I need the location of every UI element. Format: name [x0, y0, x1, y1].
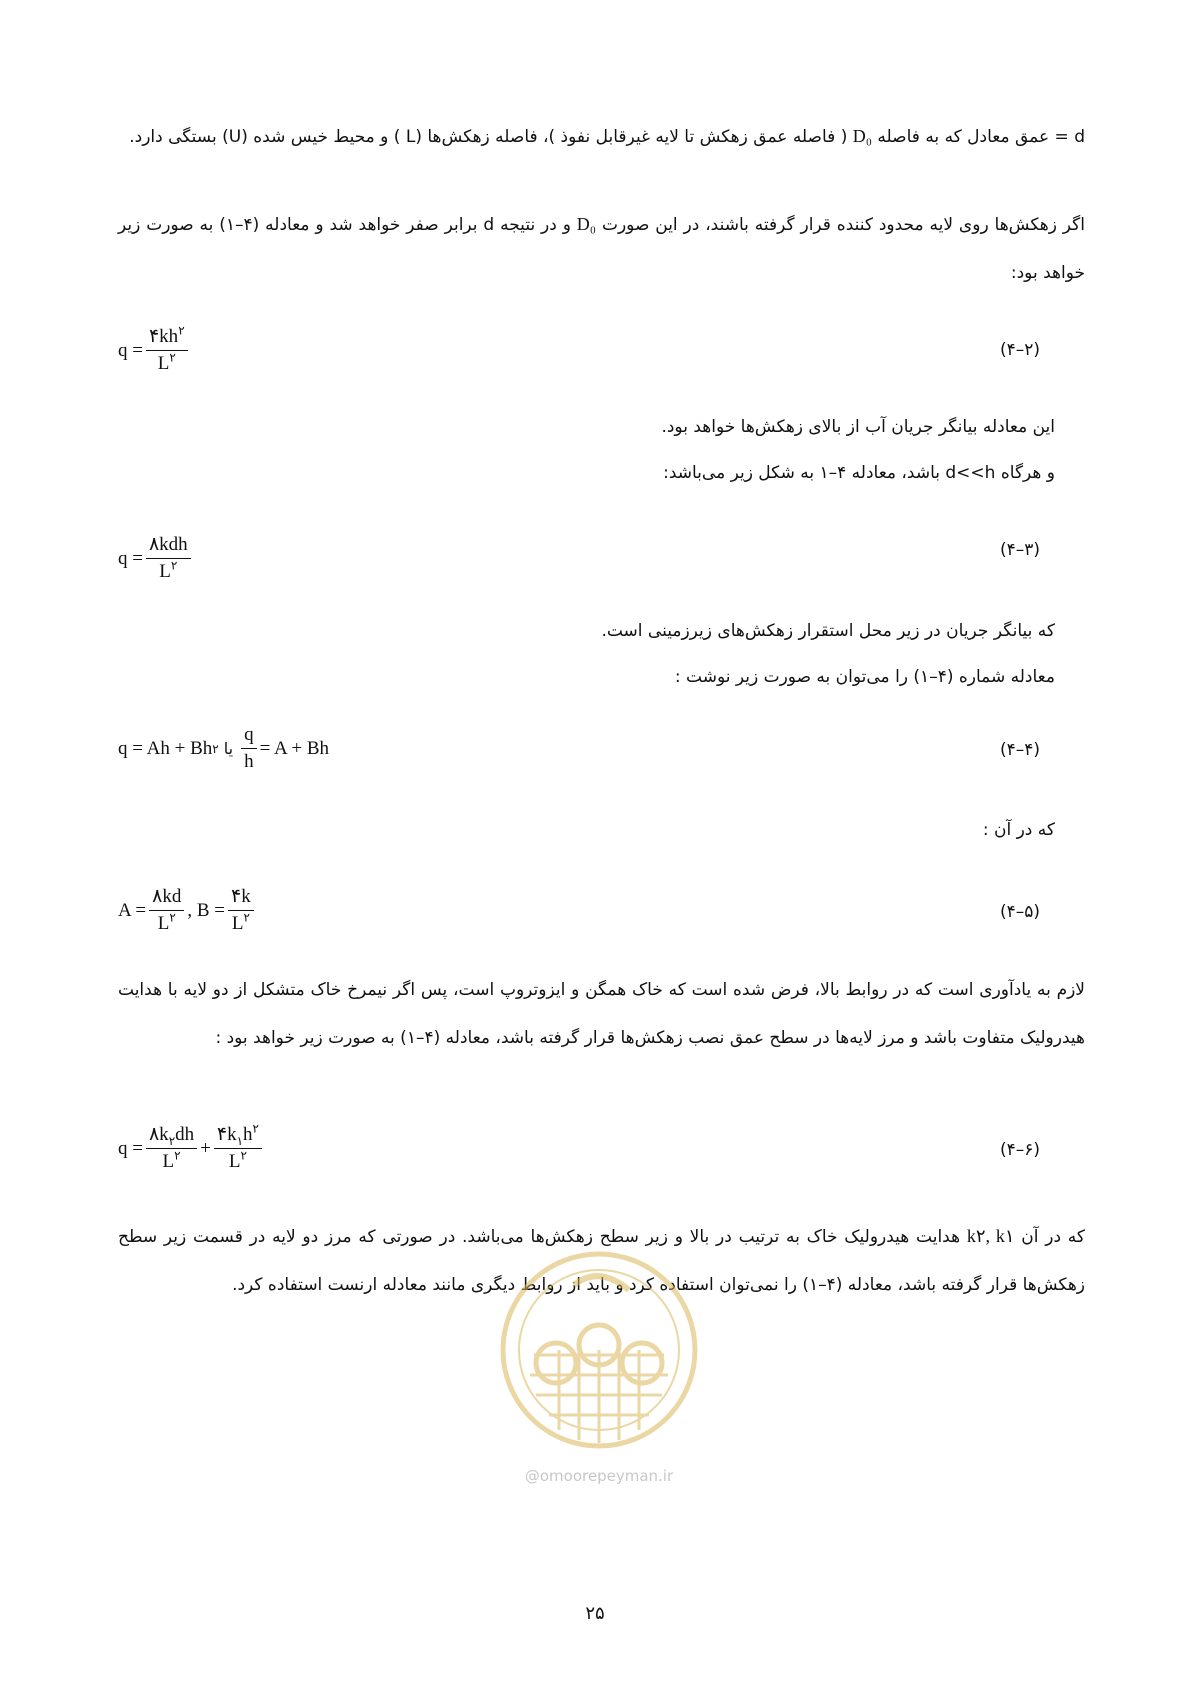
or-word: یا — [223, 739, 234, 758]
equation-4-4: q = Ah + Bh ۲ یا $\frac{q}{h}$ = A + Bh — [118, 724, 330, 772]
equation-lhs: A = — [118, 899, 147, 921]
equation-4-3 — [118, 534, 194, 583]
equation-number: (۴–۴) — [1000, 740, 1041, 760]
paragraph-equivalent-depth — [118, 112, 1085, 161]
equation-4-5 — [118, 886, 257, 935]
exponent: ۲ — [240, 1148, 247, 1163]
fraction-numerator-tail: dh — [175, 1124, 195, 1145]
paragraph-text: که در آن : — [982, 820, 1055, 840]
fraction-denominator: L — [228, 1151, 241, 1172]
d0-symbol: D₀ — [576, 214, 597, 234]
fraction-denominator: L — [159, 561, 171, 582]
subscript: ۱ — [236, 1133, 244, 1148]
subscript: ۲ — [168, 1133, 176, 1148]
paragraph-text: و در نتیجه d برابر صفر خواهد شد و معادله (۴–۱) به صورت زیر خواهد بود: — [118, 215, 1085, 283]
k-symbols: k۲, k۱ — [966, 1226, 1015, 1246]
paragraph-text: که بیانگر جریان در زیر محل استقرار زهکش‌های زیرزمینی است. — [601, 621, 1055, 641]
paragraph-text: و هرگاه d<<h باشد، معادله ۴–۱ به شکل زیر می‌باشد: — [663, 463, 1055, 483]
equation-number: (۴–۵) — [1000, 902, 1041, 922]
equation-fraction — [149, 886, 184, 935]
fraction-numerator: ۸kdh — [146, 534, 191, 559]
paragraph-text: هدایت هیدرولیک خاک به ترتیب در بالا و زیر سطح زهکش‌ها می‌باشد. در صورتی که مرز دو لایه در قسمت زیر سطح زهکش‌ها قرار گرفته باشد، معادله (۴–۱) را نمی‌توان استفاده کرد و باید از روابط دیگری مانند معادله ارنست استفاده کرد. — [118, 1227, 1085, 1295]
equation-4-6 — [118, 1121, 265, 1173]
paragraph-text: d = عمق معادل که به فاصله — [872, 127, 1085, 147]
equation-separator: , B = — [187, 899, 225, 921]
paragraph-flow-above — [118, 404, 1055, 496]
fraction-denominator: h — [244, 751, 254, 772]
equation-fraction — [146, 534, 191, 583]
paragraph-two-layer-soil — [118, 966, 1085, 1062]
fraction-numerator: q — [241, 724, 257, 749]
watermark-url: @omoorepeyman.ir — [524, 1467, 674, 1485]
equation-fraction — [214, 1121, 262, 1173]
equation-fraction — [228, 886, 254, 935]
fraction-denominator: L — [162, 1151, 175, 1172]
fraction-numerator-tail: h — [243, 1124, 253, 1145]
exponent: ۲ — [174, 1148, 181, 1163]
fraction-numerator: ۸k — [148, 1124, 169, 1145]
fraction-numerator: ۴k — [216, 1124, 237, 1145]
plus-operator: + — [200, 1137, 211, 1159]
equation-left: q = Ah + Bh — [118, 737, 213, 759]
fraction-denominator: L — [157, 913, 170, 934]
equation-number: (۴–۳) — [1000, 540, 1041, 560]
exponent: ۲ — [252, 1121, 259, 1136]
equation-fraction — [241, 724, 257, 773]
exponent: ۲ — [178, 323, 185, 338]
equation-lhs: q = — [118, 547, 143, 569]
equation-number: (۴–۲) — [1000, 340, 1041, 360]
exponent: ۲ — [243, 910, 250, 925]
equation-4-2 — [118, 323, 191, 375]
page-number: ۲۵ — [585, 1603, 605, 1624]
paragraph-text: لازم به یادآوری است که در روابط بالا، فرض شده است که خاک همگن و ایزوتروپ است، پس اگر نیمرخ خاک متشکل از دو لایه با هدایت هیدرولیک متفاوت باشد و مرز لایه‌ها در سطح عمق نصب زهکش‌ها قرار گرفته باشد، معادله (۴–۱) به صورت زیر خواهد بود : — [118, 980, 1085, 1048]
equation-lhs: q = — [118, 339, 143, 361]
equation-fraction — [146, 1124, 197, 1173]
equation-right: = A + Bh — [259, 737, 330, 759]
paragraph-where — [118, 806, 1055, 854]
paragraph-text: این معادله بیانگر جریان آب از بالای زهکش‌ها خواهد بود. — [661, 417, 1055, 437]
paragraph-text: ( فاصله عمق زهکش تا لایه غیرقابل نفوذ )، فاصله زهکش‌ها (L ) و محیط خیس شده (U) بستگی دارد. — [129, 127, 853, 147]
exponent: ۲ — [170, 558, 178, 573]
fraction-denominator: L — [157, 353, 170, 374]
paragraph-text: که در آن — [1014, 1227, 1086, 1247]
exponent: ۲ — [169, 350, 176, 365]
paragraph-text: اگر زهکش‌ها روی لایه محدود کننده قرار گرفته باشند، در این صورت — [596, 215, 1085, 235]
equation-fraction — [146, 323, 188, 375]
paragraph-limiting-layer — [118, 200, 1085, 297]
paragraph-text: معادله شماره (۴–۱) را می‌توان به صورت زیر نوشت : — [674, 667, 1055, 687]
equation-lhs: q = — [118, 1137, 143, 1159]
paragraph-flow-below — [118, 608, 1055, 700]
watermark-logo — [494, 1245, 704, 1485]
d0-symbol: D₀ — [852, 126, 873, 146]
fraction-numerator: ۸kd — [149, 886, 184, 911]
fraction-numerator: ۴kh — [148, 326, 179, 347]
fraction-denominator: L — [231, 913, 244, 934]
exponent: ۲ — [169, 910, 176, 925]
fraction-numerator: ۴k — [228, 886, 254, 911]
equation-number: (۴–۶) — [1000, 1140, 1041, 1160]
watermark-seal-icon — [494, 1245, 704, 1460]
